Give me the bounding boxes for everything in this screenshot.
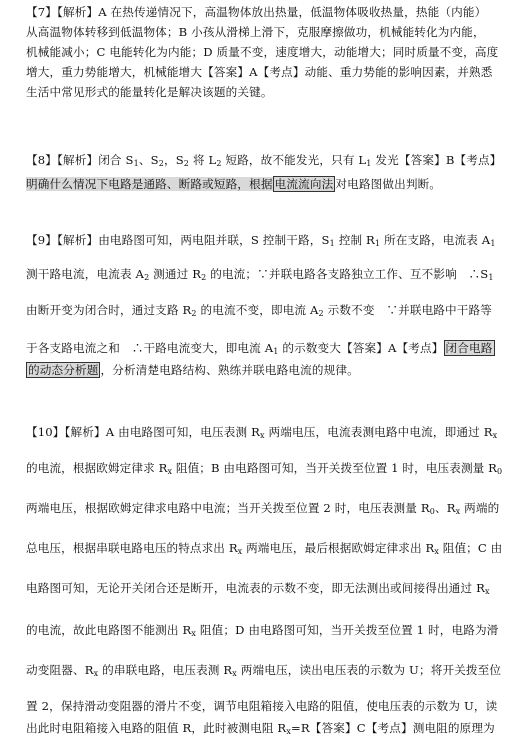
q8-highlight: 明确什么情况下电路是通路、断路或短路，根据	[26, 177, 273, 191]
q9-line-3: 由断开变为闭合时，通过支路 $R_2$ 的电流不变，即电流 $A_2$ 示数不变 ∵并联电路中干路等	[26, 303, 493, 318]
q10-line-8: 置 2，保持滑动变阻器的滑片不变，调节电阻箱接入电路的阻值，使电压表的示数为 U，读	[26, 699, 498, 713]
q7-line-2: 从高温物体转移到低温物体；B 小孩从滑梯上滑下，克服摩擦做功，机械能转化为内能，	[26, 25, 485, 39]
q8-line-1: 【8】【解析】闭合 $S_1$、$S_2$，$S_2$ 将 $L_2$ 短路，故不能发光，只有 $L_1$ 发光【答案】B【考点】	[26, 153, 502, 168]
q10-line-1: 【10】【解析】A 由电路图可知，电压表测 $R_x$ 两端电压，电流表测电路中电流，即通过 $R_x$	[26, 425, 498, 440]
q10-line-2: 的电流，根据欧姆定律求 $R_x$ 阻值；B 由电路图可知，当开关拨至位置 1 时，电压表测量 $R_0$	[26, 461, 503, 476]
q9-line-2: 测干路电流，电流表 $A_2$ 测通过 $R_2$ 的电流；∵并联电路各支路独立工作、互不影响 $\therefore S_1$	[26, 267, 494, 282]
q7-line-4: 增大，重力势能增大，机械能增大【答案】A【考点】动能、重力势能的影响因素，并熟悉	[26, 65, 493, 79]
q8-line-2: 明确什么情况下电路是通路、断路或短路，根据 电流流向法 对电路图做出判断。	[26, 177, 442, 191]
q7-line-3: 机械能减小；C 电能转化为内能；D 质量不变，速度增大，动能增大；同时质量不变，高度	[26, 45, 499, 59]
q9-line-5: 的动态分析题 ，分析清楚电路结构、熟练并联电路电流的规律。	[28, 363, 359, 377]
q9-line-1: 【9】【解析】由电路图可知，两电阻并联，S 控制干路，$S_1$ 控制 $R_1$ 所在支路，电流表 $A_1$	[26, 233, 496, 248]
q10-line-7: 动变阻器、$R_x$ 的串联电路，电压表测 $R_x$ 两端电压，读出电压表的示数为 U；将开关拨至位	[26, 663, 502, 678]
q9-line-4: 于各支路电流之和 ∴干路电流变大，即电流 $A_1$ 的示数变大【答案】A【考点】 闭合电路	[26, 341, 493, 356]
q10-line-4: 总电压，根据串联电路电压的特点求出 $R_x$ 两端电压，最后根据欧姆定律求出 $R_x$ 阻值；C 由	[26, 541, 503, 556]
q10-line-6: 的电流，故此电路图不能测出 $R_x$ 阻值；D 由电路图可知，当开关拨至位置 1 时，电路为滑	[26, 623, 499, 638]
q7-line-1: 【7】【解析】A 在热传递情况下，高温物体放出热量，低温物体吸收热量，热能（内能）	[26, 5, 487, 19]
q10-line-3: 两端电压，根据欧姆定律求电路中电流；当开关拨至位置 2 时，电压表测量 $R_0$、$R_x$ 两端的	[26, 501, 500, 516]
q10-line-9: 出此时电阻箱接入电路的阻值 R，此时被测电阻 $R_x=R$【答案】C【考点】测电阻的原理为	[26, 721, 495, 736]
q9-boxed-term-2: 的动态分析题	[28, 363, 99, 377]
q7-line-5: 生活中常见形式的能量转化是解决该题的关键。	[26, 85, 273, 99]
q10-line-5: 电路图可知，无论开关闭合还是断开，电流表的示数不变，即无法测出或间接得出通过 $R_x$	[26, 581, 490, 596]
q8-boxed-term: 电流流向法	[274, 177, 334, 191]
q9-boxed-term-1: 闭合电路	[445, 341, 493, 355]
